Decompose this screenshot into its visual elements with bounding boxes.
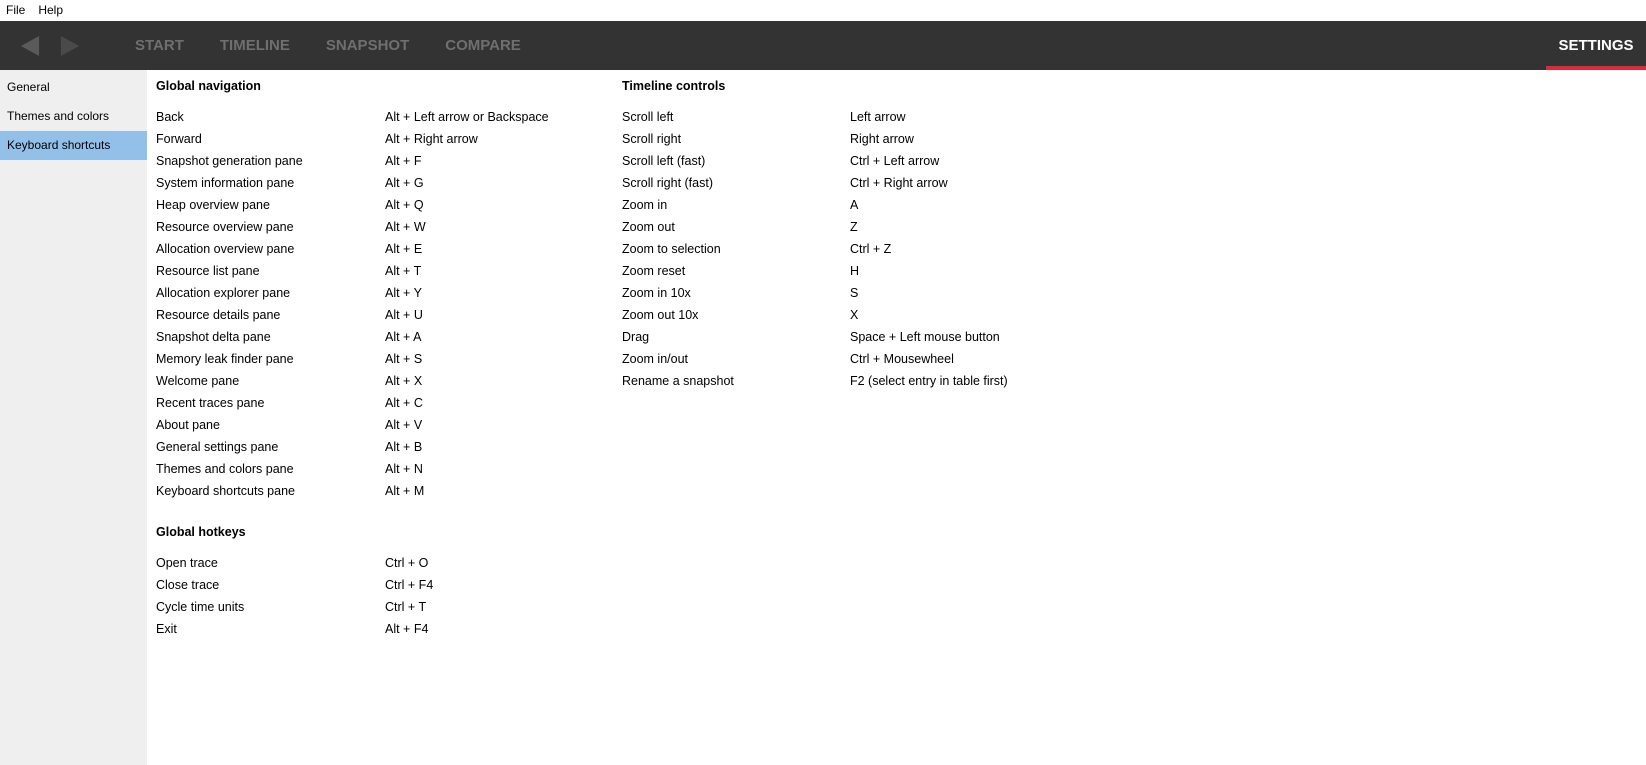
shortcut-list [622, 106, 1008, 392]
shortcut-key: Right arrow [850, 132, 914, 146]
shortcut-row [156, 480, 549, 502]
shortcut-row [156, 172, 549, 194]
shortcut-action: Zoom in 10x [622, 286, 691, 300]
shortcut-row [622, 260, 1008, 282]
shortcut-row [622, 304, 1008, 326]
shortcut-row [622, 150, 1008, 172]
shortcut-action: Zoom to selection [622, 242, 721, 256]
shortcut-action: Exit [156, 622, 177, 636]
shortcut-row [622, 348, 1008, 370]
shortcut-action: System information pane [156, 176, 295, 190]
shortcut-key: Alt + X [385, 374, 423, 388]
shortcut-action: Resource details pane [156, 308, 281, 322]
shortcut-action: Keyboard shortcuts pane [156, 484, 295, 498]
shortcut-action: Forward [156, 132, 202, 146]
shortcut-action: Allocation overview pane [156, 242, 295, 256]
shortcut-key: Space + Left mouse button [850, 330, 1000, 344]
tab-settings[interactable]: SETTINGS [1546, 21, 1646, 70]
shortcut-row [156, 574, 433, 596]
shortcut-key: Alt + Q [385, 198, 424, 212]
shortcut-key: Alt + V [385, 418, 423, 432]
shortcut-row [622, 370, 1008, 392]
shortcut-row [622, 128, 1008, 150]
shortcut-row [156, 596, 433, 618]
shortcut-key: Alt + A [385, 330, 422, 344]
section-title: Global hotkeys [156, 525, 246, 539]
shortcut-row [156, 458, 549, 480]
shortcut-key: Ctrl + F4 [385, 578, 434, 592]
shortcut-action: Rename a snapshot [622, 374, 734, 388]
shortcut-action: Scroll right [622, 132, 682, 146]
shortcut-row [622, 106, 1008, 128]
shortcut-key: Alt + G [385, 176, 424, 190]
shortcut-key: Alt + Y [385, 286, 422, 300]
shortcut-row [622, 238, 1008, 260]
section-title: Global navigation [156, 79, 261, 93]
shortcut-key: Alt + Right arrow [385, 132, 478, 146]
shortcut-row [156, 194, 549, 216]
shortcut-action: Memory leak finder pane [156, 352, 294, 366]
shortcut-action: Close trace [156, 578, 220, 592]
shortcut-row [622, 326, 1008, 348]
shortcut-row [156, 106, 549, 128]
shortcut-key: F2 (select entry in table first) [850, 374, 1008, 388]
shortcut-row [156, 370, 549, 392]
shortcut-key: Alt + E [385, 242, 423, 256]
shortcut-row [622, 216, 1008, 238]
shortcut-key: A [850, 198, 859, 212]
shortcut-action: Recent traces pane [156, 396, 265, 410]
timeline-controls-section [622, 75, 1008, 392]
shortcut-key: Alt + N [385, 462, 423, 476]
shortcut-row [156, 348, 549, 370]
nav-arrows [0, 21, 115, 70]
shortcut-action: About pane [156, 418, 220, 432]
shortcut-row [622, 172, 1008, 194]
nav-tabs [115, 21, 1546, 70]
shortcut-key: Alt + C [385, 396, 423, 410]
shortcut-action: Scroll right (fast) [622, 176, 713, 190]
shortcut-key: Alt + W [385, 220, 426, 234]
shortcut-action: Scroll left (fast) [622, 154, 706, 168]
shortcut-list [156, 552, 433, 640]
shortcut-key: Ctrl + O [385, 556, 429, 570]
menu-help[interactable]: Help [38, 3, 64, 17]
settings-sidebar [0, 70, 147, 765]
shortcut-action: Back [156, 110, 184, 124]
shortcuts-panel [147, 70, 1646, 765]
tab-snapshot[interactable]: SNAPSHOT [325, 37, 410, 54]
shortcut-row [156, 128, 549, 150]
shortcut-key: Ctrl + Left arrow [850, 154, 940, 168]
global-navigation-section [156, 75, 549, 502]
shortcut-row [156, 260, 549, 282]
shortcut-key: Alt + S [385, 352, 423, 366]
shortcut-key: Z [850, 220, 858, 234]
tab-timeline[interactable]: TIMELINE [219, 37, 290, 54]
shortcut-action: Cycle time units [156, 600, 245, 614]
shortcut-key: Alt + Left arrow or Backspace [385, 110, 549, 124]
global-hotkeys-section [156, 521, 433, 640]
shortcut-action: Snapshot generation pane [156, 154, 303, 168]
shortcut-action: Allocation explorer pane [156, 286, 291, 300]
shortcut-row [156, 618, 433, 640]
shortcut-key: Alt + F [385, 154, 422, 168]
shortcut-action: Zoom reset [622, 264, 686, 278]
shortcut-action: Scroll left [622, 110, 674, 124]
shortcut-action: Drag [622, 330, 650, 344]
shortcut-action: Themes and colors pane [156, 462, 294, 476]
shortcut-row [156, 150, 549, 172]
shortcut-action: Zoom out [622, 220, 675, 234]
shortcut-action: Welcome pane [156, 374, 240, 388]
shortcut-row [156, 238, 549, 260]
shortcut-row [156, 436, 549, 458]
content-area [0, 70, 1646, 765]
sidebar-item-themes-and-colors[interactable]: Themes and colors [7, 109, 110, 123]
sidebar-item-general[interactable]: General [7, 80, 50, 94]
tab-compare[interactable]: COMPARE [445, 37, 521, 54]
shortcut-action: Heap overview pane [156, 198, 270, 212]
shortcut-key: Alt + M [385, 484, 425, 498]
shortcut-key: S [850, 286, 859, 300]
sidebar-item-keyboard-shortcuts[interactable]: Keyboard shortcuts [0, 131, 147, 160]
menu-file[interactable]: File [6, 3, 26, 17]
shortcut-action: Zoom in [622, 198, 668, 212]
shortcut-key: Alt + F4 [385, 622, 429, 636]
tab-start[interactable]: START [135, 37, 184, 54]
shortcut-key: Alt + T [385, 264, 422, 278]
shortcut-action: Zoom in/out [622, 352, 689, 366]
forward-arrow-icon[interactable] [60, 34, 80, 58]
shortcut-row [156, 392, 549, 414]
back-arrow-icon[interactable] [20, 34, 40, 58]
shortcut-key: Ctrl + T [385, 600, 427, 614]
menu-bar [0, 0, 1646, 21]
shortcut-row [156, 414, 549, 436]
shortcut-key: Ctrl + Right arrow [850, 176, 948, 190]
shortcut-row [156, 326, 549, 348]
shortcut-row [156, 552, 433, 574]
shortcut-key: Ctrl + Z [850, 242, 892, 256]
shortcut-row [156, 216, 549, 238]
shortcut-action: Resource overview pane [156, 220, 294, 234]
shortcut-action: Open trace [156, 556, 218, 570]
shortcut-row [156, 282, 549, 304]
shortcut-row [156, 304, 549, 326]
shortcut-action: Zoom out 10x [622, 308, 699, 322]
shortcut-row [622, 282, 1008, 304]
section-title: Timeline controls [622, 79, 726, 93]
shortcut-row [622, 194, 1008, 216]
shortcut-key: X [850, 308, 859, 322]
shortcut-action: General settings pane [156, 440, 279, 454]
shortcut-action: Resource list pane [156, 264, 260, 278]
shortcut-key: Ctrl + Mousewheel [850, 352, 954, 366]
shortcut-key: Alt + B [385, 440, 423, 454]
shortcut-key: H [850, 264, 860, 278]
shortcut-action: Snapshot delta pane [156, 330, 271, 344]
shortcut-key: Left arrow [850, 110, 906, 124]
shortcut-list [156, 106, 549, 502]
shortcut-key: Alt + U [385, 308, 423, 322]
nav-bar [0, 21, 1646, 70]
